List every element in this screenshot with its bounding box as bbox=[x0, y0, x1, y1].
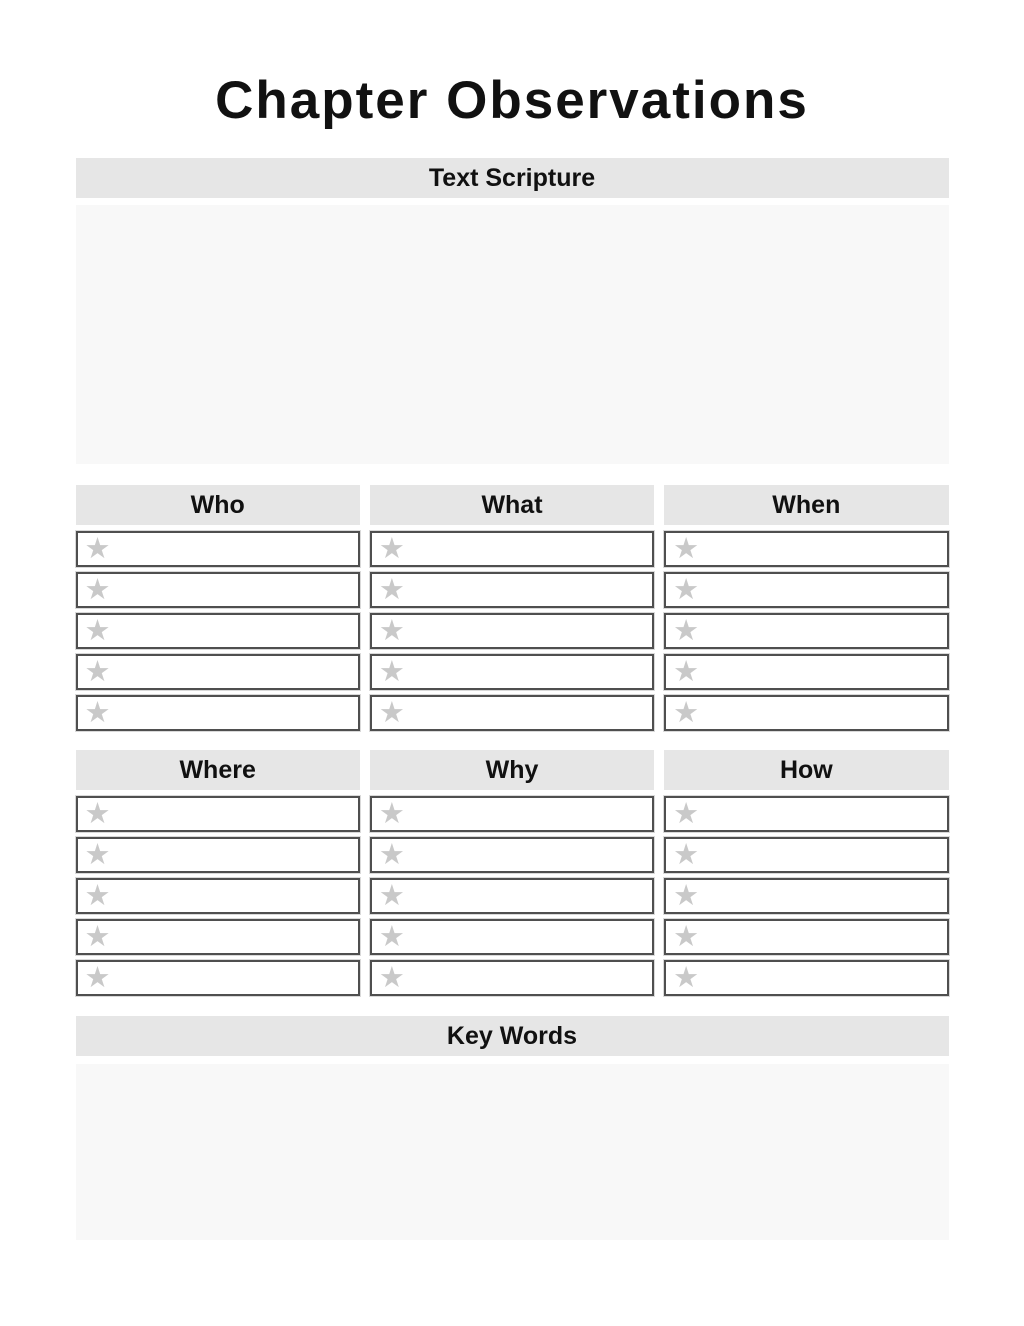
what-header: What bbox=[370, 485, 654, 525]
who-header: Who bbox=[76, 485, 360, 525]
where-column bbox=[76, 750, 360, 996]
star-icon: ★ bbox=[84, 532, 111, 565]
how-column bbox=[664, 750, 948, 996]
star-icon: ★ bbox=[378, 797, 405, 830]
when-entry-field[interactable] bbox=[664, 572, 948, 608]
where-why-how-grid bbox=[76, 750, 949, 996]
star-icon: ★ bbox=[673, 573, 700, 606]
when-entry-field[interactable] bbox=[664, 654, 948, 690]
why-entry-field[interactable] bbox=[370, 837, 654, 873]
why-header: Why bbox=[370, 750, 654, 790]
star-icon: ★ bbox=[673, 532, 700, 565]
star-icon: ★ bbox=[673, 655, 700, 688]
when-entry-field[interactable] bbox=[664, 695, 948, 731]
page-title: Chapter Observations bbox=[215, 71, 809, 130]
who-column bbox=[76, 485, 360, 731]
star-icon: ★ bbox=[673, 797, 700, 830]
how-header: How bbox=[664, 750, 948, 790]
when-entry-field[interactable] bbox=[664, 613, 948, 649]
star-icon: ★ bbox=[84, 573, 111, 606]
what-entry-field[interactable] bbox=[370, 531, 654, 567]
star-icon: ★ bbox=[84, 879, 111, 912]
star-icon: ★ bbox=[673, 614, 700, 647]
star-icon: ★ bbox=[378, 532, 405, 565]
star-icon: ★ bbox=[673, 920, 700, 953]
star-icon: ★ bbox=[378, 614, 405, 647]
star-icon: ★ bbox=[84, 797, 111, 830]
who-entry-field[interactable] bbox=[76, 613, 360, 649]
how-entry-field[interactable] bbox=[664, 796, 948, 832]
text-scripture-header: Text Scripture bbox=[76, 158, 949, 198]
star-icon: ★ bbox=[378, 879, 405, 912]
star-icon: ★ bbox=[673, 879, 700, 912]
star-icon: ★ bbox=[673, 838, 700, 871]
what-column bbox=[370, 485, 654, 731]
how-entry-field[interactable] bbox=[664, 837, 948, 873]
how-entry-field[interactable] bbox=[664, 960, 948, 996]
star-icon: ★ bbox=[84, 614, 111, 647]
why-entry-field[interactable] bbox=[370, 919, 654, 955]
star-icon: ★ bbox=[378, 655, 405, 688]
why-column bbox=[370, 750, 654, 996]
who-what-when-grid bbox=[76, 485, 949, 731]
who-entry-field[interactable] bbox=[76, 572, 360, 608]
what-entry-field[interactable] bbox=[370, 613, 654, 649]
who-entry-field[interactable] bbox=[76, 695, 360, 731]
star-icon: ★ bbox=[378, 961, 405, 994]
where-entry-field[interactable] bbox=[76, 878, 360, 914]
why-entry-field[interactable] bbox=[370, 960, 654, 996]
why-entry-field[interactable] bbox=[370, 796, 654, 832]
what-entry-field[interactable] bbox=[370, 572, 654, 608]
star-icon: ★ bbox=[378, 573, 405, 606]
star-icon: ★ bbox=[673, 961, 700, 994]
where-entry-field[interactable] bbox=[76, 837, 360, 873]
what-entry-field[interactable] bbox=[370, 695, 654, 731]
star-icon: ★ bbox=[84, 655, 111, 688]
star-icon: ★ bbox=[673, 696, 700, 729]
key-words-content-area[interactable] bbox=[76, 1064, 949, 1240]
star-icon: ★ bbox=[84, 838, 111, 871]
star-icon: ★ bbox=[84, 961, 111, 994]
star-icon: ★ bbox=[378, 696, 405, 729]
text-scripture-content-area[interactable] bbox=[76, 205, 949, 464]
who-entry-field[interactable] bbox=[76, 531, 360, 567]
star-icon: ★ bbox=[84, 696, 111, 729]
star-icon: ★ bbox=[378, 838, 405, 871]
how-entry-field[interactable] bbox=[664, 878, 948, 914]
when-entry-field[interactable] bbox=[664, 531, 948, 567]
why-entry-field[interactable] bbox=[370, 878, 654, 914]
star-icon: ★ bbox=[378, 920, 405, 953]
where-entry-field[interactable] bbox=[76, 960, 360, 996]
key-words-header: Key Words bbox=[76, 1016, 949, 1056]
where-entry-field[interactable] bbox=[76, 919, 360, 955]
how-entry-field[interactable] bbox=[664, 919, 948, 955]
when-header: When bbox=[664, 485, 948, 525]
star-icon: ★ bbox=[84, 920, 111, 953]
where-header: Where bbox=[76, 750, 360, 790]
worksheet bbox=[76, 158, 949, 1240]
who-entry-field[interactable] bbox=[76, 654, 360, 690]
what-entry-field[interactable] bbox=[370, 654, 654, 690]
when-column bbox=[664, 485, 948, 731]
where-entry-field[interactable] bbox=[76, 796, 360, 832]
